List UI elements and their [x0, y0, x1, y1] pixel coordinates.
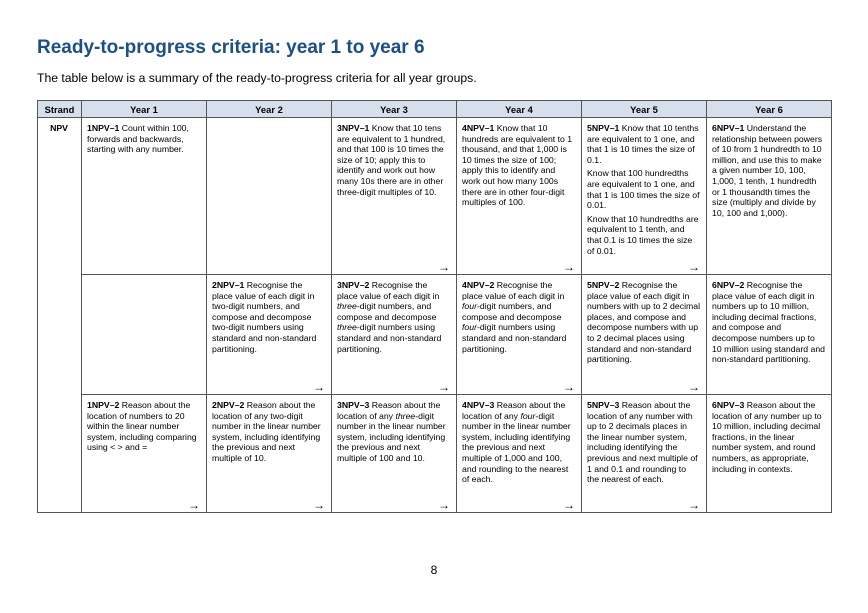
- cell-6npv-2: [707, 275, 832, 395]
- cell-1npv-1: [82, 118, 207, 275]
- header-year-3: Year 3: [332, 101, 457, 118]
- criterion-para: Know that 100 hundredths are equivalent to 1 one, and that 1 is 100 times the size of 0.01.: [587, 168, 700, 211]
- criterion-code: 3NPV–2: [337, 280, 370, 290]
- cell-3npv-1: [332, 118, 457, 275]
- criterion-text: Know that 10 tenths are equivalent to 1 one, and that 1 is 10 times the size of 0.1.: [587, 123, 699, 165]
- criterion-text: -digit numbers, and compose and decompose: [337, 301, 437, 322]
- page-title: Ready-to-progress criteria: year 1 to year 6: [37, 37, 425, 58]
- criterion-text: Reason about the location of any number up to 10 million, including decimal fractions, in the linear number system, and round numbers, as appropriate, including in contexts.: [712, 400, 822, 474]
- arrow-right-icon[interactable]: →: [688, 260, 700, 274]
- cell-4npv-2: [457, 275, 582, 395]
- table-header-row: [38, 101, 832, 118]
- arrow-right-icon[interactable]: →: [438, 260, 450, 274]
- cell-4npv-1: [457, 118, 582, 275]
- criterion-text: Recognise the place value of each digit in numbers with up to 2 decimal places, and compose and decompose numbers with up to 2 decimal places using standard and non-standard partitioning.: [587, 280, 700, 365]
- criterion-emphasis: three: [395, 410, 416, 421]
- header-year-4: Year 4: [457, 101, 582, 118]
- header-year-5: Year 5: [582, 101, 707, 118]
- criterion-emphasis: four: [520, 410, 536, 421]
- cell-5npv-3: [582, 395, 707, 513]
- cell-6npv-1: [707, 118, 832, 275]
- criterion-code: 6NPV–1: [712, 123, 745, 133]
- arrow-right-icon[interactable]: →: [688, 380, 700, 394]
- criterion-text: -digit numbers using standard and non-standard partitioning.: [462, 322, 567, 354]
- criterion-code: 1NPV–2: [87, 400, 120, 410]
- header-strand: Strand: [38, 101, 82, 118]
- criterion-text: Reason about the location of any two-digit number in the linear number system, including identifying the previous and next multiple of 10.: [212, 400, 321, 463]
- arrow-right-icon[interactable]: →: [688, 498, 700, 512]
- header-year-6: Year 6: [707, 101, 832, 118]
- criterion-text: Recognise the place value of each digit in: [462, 280, 565, 301]
- criterion-para: Know that 10 hundredths are equivalent to 1 tenth, and that 0.1 is 10 times the size of 0.01.: [587, 213, 699, 256]
- cell-empty-y2-r1: [207, 118, 332, 275]
- criterion-emphasis: three: [337, 322, 357, 333]
- criterion-para: [587, 123, 700, 165]
- header-year-1: Year 1: [82, 101, 207, 118]
- cell-2npv-1: [207, 275, 332, 395]
- criterion-text: Recognise the place value of each digit in numbers up to 10 million, including decimal fractions, and compose and decompose numbers up to 10 million using standard and non-standard partitioning.: [712, 280, 826, 365]
- criterion-code: 6NPV–3: [712, 400, 745, 410]
- criterion-text: Reason about the location of any number with up to 2 decimals places in the linear number system, including identifying the previous and next multiple of 1 and 0.1 and rounding to the nearest of each.: [587, 400, 698, 485]
- criterion-text: Reason about the location of any: [462, 400, 566, 421]
- table-row: [38, 395, 832, 513]
- criterion-code: 5NPV–3: [587, 400, 620, 410]
- criterion-text: Understand the relationship between powers of 10 from 1 hundredth to 10 million, and use this to make a given number 10, 100, 1,000, 1 tenth, 1 hundredth or 1 thousandth times the size (multiply and divide by 10, 100 and 1,000).: [712, 123, 823, 218]
- arrow-right-icon[interactable]: →: [563, 260, 575, 274]
- criterion-text: Know that 10 hundreds are equivalent to 1 thousand, and that 1,000 is 10 times the size of 100; apply this to identify and work out how many 100s there are in other four-digit multiples of 100.: [462, 123, 573, 208]
- criterion-text: Reason about the location of numbers to 20 within the linear number system, including comparing using < > and =: [87, 400, 197, 453]
- arrow-right-icon[interactable]: →: [438, 380, 450, 394]
- criterion-text: Know that 10 tens are equivalent to 1 hundred, and that 100 is 10 times the size of 10; apply this to identify and work out how many 10s there are in other three-digit multiples of 10.: [337, 123, 446, 197]
- intro-text: The table below is a summary of the ready-to-progress criteria for all year groups.: [37, 71, 477, 85]
- criterion-code: 3NPV–1: [337, 123, 370, 133]
- arrow-right-icon[interactable]: →: [313, 498, 325, 512]
- criterion-code: 5NPV–1: [587, 123, 620, 133]
- criterion-text: -digit number in the linear number system, including identifying the previous and next multiple of 100 and 10.: [337, 410, 446, 463]
- arrow-right-icon[interactable]: →: [313, 380, 325, 394]
- criterion-code: 1NPV–1: [87, 123, 120, 133]
- cell-5npv-2: [582, 275, 707, 395]
- cell-2npv-2: [207, 395, 332, 513]
- criterion-code: 3NPV–3: [337, 400, 370, 410]
- criterion-code: 4NPV–3: [462, 400, 495, 410]
- criterion-text: -digit numbers using standard and non-standard partitioning.: [337, 322, 442, 354]
- criteria-table: [37, 100, 832, 513]
- cell-6npv-3: [707, 395, 832, 513]
- criterion-text: -digit numbers, and compose and decompose: [462, 301, 562, 322]
- criterion-code: 6NPV–2: [712, 280, 745, 290]
- criterion-code: 4NPV–1: [462, 123, 495, 133]
- arrow-right-icon[interactable]: →: [563, 380, 575, 394]
- criterion-emphasis: four: [462, 322, 477, 333]
- arrow-right-icon[interactable]: →: [188, 498, 200, 512]
- criterion-code: 4NPV–2: [462, 280, 495, 290]
- criterion-code: 2NPV–2: [212, 400, 245, 410]
- criterion-text: Recognise the place value of each digit in two-digit numbers, and compose and decompose two-digit numbers using standard and non-standard partitioning.: [212, 280, 317, 354]
- criterion-text: -digit number in the linear number system, including identifying the previous and next multiple of 1,000 and 100, and rounding to the nearest of each.: [462, 410, 571, 485]
- header-year-2: Year 2: [207, 101, 332, 118]
- cell-5npv-1: [582, 118, 707, 275]
- criterion-text: Recognise the place value of each digit in: [337, 280, 440, 301]
- criterion-emphasis: three: [337, 301, 357, 312]
- page-number: 8: [430, 563, 438, 577]
- cell-3npv-2: [332, 275, 457, 395]
- criterion-code: 2NPV–1: [212, 280, 245, 290]
- criterion-code: 5NPV–2: [587, 280, 620, 290]
- table-row: [38, 275, 832, 395]
- cell-4npv-3: [457, 395, 582, 513]
- cell-3npv-3: [332, 395, 457, 513]
- criterion-emphasis: four: [462, 301, 477, 312]
- table-row: [38, 118, 832, 275]
- cell-1npv-2: [82, 395, 207, 513]
- arrow-right-icon[interactable]: →: [563, 498, 575, 512]
- cell-empty-y1-r2: [82, 275, 207, 395]
- arrow-right-icon[interactable]: →: [438, 498, 450, 512]
- criterion-text: Reason about the location of any: [337, 400, 441, 421]
- criterion-text: Count within 100, forwards and backwards, starting with any number.: [87, 123, 189, 155]
- strand-cell: NPV: [38, 118, 82, 513]
